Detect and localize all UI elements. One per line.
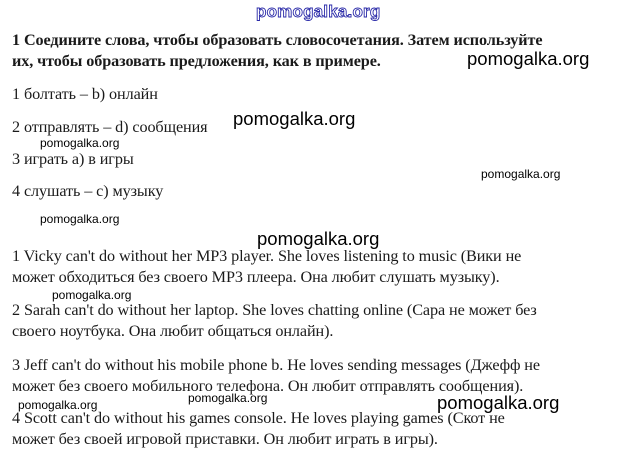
sentence-4-line-2: может без своей игровой приставки. Он любит играть в игры). (12, 430, 438, 448)
watermark: pomogalka.org (437, 392, 560, 413)
watermark: pomogalka.org (40, 136, 120, 150)
sentence-3-line-2: может без своего мобильного телефона. Он любит отправлять сообщения). (12, 377, 524, 395)
task-heading-line-2: их, чтобы образовать предложения, как в примере. (12, 52, 381, 70)
pair-3: 3 играть a) в игры (12, 150, 134, 168)
sentence-2-line-1: 2 Sarah can't do without her laptop. She loves chatting online (Сара не может без (12, 301, 537, 319)
watermark: pomogalka.org (467, 48, 590, 69)
watermark: pomogalka.org (233, 108, 356, 129)
watermark: pomogalka.org (188, 391, 268, 405)
sentence-2-line-2: своего ноутбука. Она любит общаться онлайн). (12, 322, 334, 340)
task-heading-line-1: 1 Соедините слова, чтобы образовать словосочетания. Затем используйте (12, 31, 543, 49)
pair-2: 2 отправлять – d) сообщения (12, 118, 208, 136)
watermark: pomogalka.org (52, 288, 132, 302)
sentence-4-line-1: 4 Scott can't do without his games console. He loves playing games (Скот не (12, 409, 505, 427)
sentence-1-line-1: 1 Vicky can't do without her MP3 player. She loves listening to music (Вики не (12, 247, 522, 265)
watermark: pomogalka.org (257, 228, 380, 249)
pair-1: 1 болтать – b) онлайн (12, 85, 158, 103)
watermark-header: pomogalka.org (256, 2, 381, 21)
sentence-1-line-2: может обходиться без своего MP3 плеера. Она любит слушать музыку). (12, 268, 500, 286)
watermark: pomogalka.org (40, 212, 120, 226)
watermark: pomogalka.org (481, 167, 561, 181)
pair-4: 4 слушать – c) музыку (12, 182, 164, 200)
sentence-3-line-1: 3 Jeff can't do without his mobile phone b. He loves sending messages (Джефф не (12, 356, 540, 374)
watermark: pomogalka.org (18, 398, 98, 412)
